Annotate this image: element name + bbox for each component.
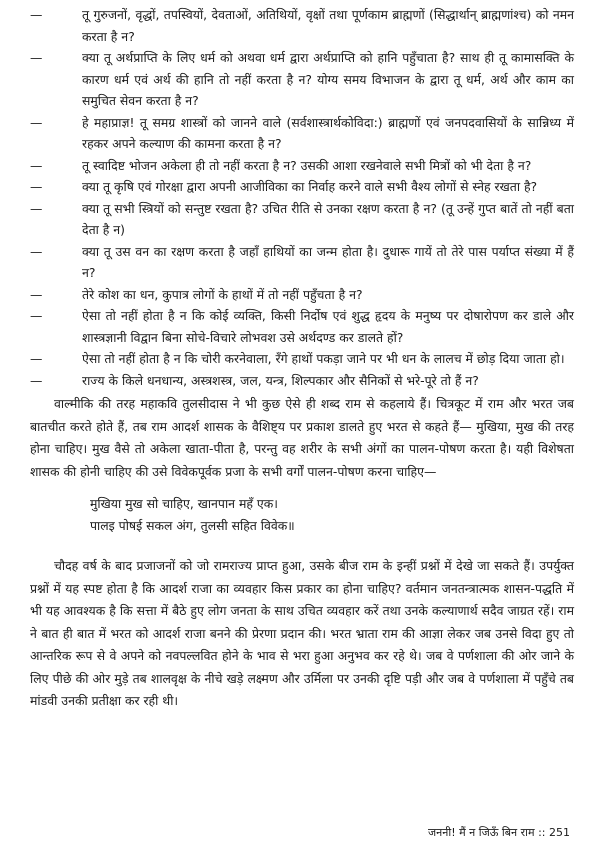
question-text: क्या तू कृषि एवं गोरक्षा द्वारा अपनी आजीविका का निर्वाह करने वाले सभी वैश्य लोगों से स्नेह रखता है? [82,179,538,194]
list-item [30,241,574,284]
list-item [30,305,574,348]
list-item [30,198,574,241]
dash-bullet: — [30,286,43,302]
dash-bullet: — [30,243,43,259]
dash-bullet: — [30,372,43,388]
dash-bullet: — [30,7,43,22]
couplet [90,493,574,537]
question-list [30,4,574,391]
dash-bullet: — [30,351,43,366]
dash-bullet: — [30,179,43,194]
question-text: क्या तू सभी स्त्रियों को सन्तुष्ट रखता है? उचित रीति से उनका रक्षण करता है न? (तू उन्हें गुप्त बातें तो नहीं बता देता है न) [82,200,574,237]
couplet-line: पालइ पोषई सकल अंग, तुलसी सहित विवेक॥ [90,518,295,533]
question-text: क्या तू अर्थप्राप्ति के लिए धर्म को अथवा धर्म द्वारा अर्थप्राप्ति को हानि पहुँचाता है? साथ ही तू कामासक्ति के कारण धर्म एवं अर्थ की हानि तो नहीं करता है न? योग्य समय विभाजन के द्वारा तू धर्म, अर्थ और काम का समुचित सेवन करता है न? [82,50,574,108]
dash-bullet: — [30,200,43,216]
body-paragraph: वाल्मीकि की तरह महाकवि तुलसीदास ने भी कुछ ऐसे ही शब्द राम से कहलाये हैं। चित्रकूट में राम और भरत जब बातचीत करते होते हैं, तब राम आदर्श शासक के वैशिष्ट्य पर प्रकाश डालते हुए भरत से कहते हैं— मुखिया, मुख की तरह होना चाहिए। मुख वैसे तो अकेला खाता-पीता है, परन्तु वह शरीर के सभी अंगों का पालन-पोषण करता है। यही विशेषता शासक की होनी चाहिए की उसे विवेकपूर्वक प्रजा के सभी वर्गों पालन-पोषण करना चाहिए— [30,396,574,479]
question-text: ऐसा तो नहीं होता है न कि कोई व्यक्ति, किसी निर्दोष एवं शुद्ध हृदय के मनुष्य पर दोषारोपण कर डाले और शास्त्रज्ञानी विद्वान बिना सोचे-विचारे लोभवश उसे अर्थदण्ड कर डालते हों? [82,308,574,345]
dash-bullet: — [30,157,43,173]
question-text: तेरे कोश का धन, कुपात्र लोगों के हाथों में तो नहीं पहुँचता है न? [82,286,363,302]
dash-bullet: — [30,308,43,323]
question-text: तू स्वादिष्ट भोजन अकेला ही तो नहीं करता है न? उसकी आशा रखनेवाले सभी मित्रों को भी देता है न? [82,157,532,173]
question-text: क्या तू उस वन का रक्षण करता है जहाँ हाथियों का जन्म होता है। दुधारू गायें तो तेरे पास पर्याप्त संख्या में हैं न? [82,243,574,280]
body-paragraph: चौदह वर्ष के बाद प्रजाजनों को जो रामराज्य प्राप्त हुआ, उसके बीज राम के इन्हीं प्रश्नों में देखे जा सकते हैं। उपर्युक्त प्रश्नों में यह स्पष्ट होता है कि आदर्श राजा का व्यवहार किस प्रकार का होना चाहिए? वर्तमान जनतन्त्रात्मक शासन-पद्धति में भी यह आवश्यक है कि सत्ता में बैठे हुए लोग जनता के साथ उचित व्यवहार करें तथा उनके कल्याणार्थ सदैव जाग्रत रहें। राम ने बात ही बात में भरत को आदर्श राजा बनने की प्रेरणा प्रदान की। भरत भ्राता राम की आज्ञा लेकर जब उनसे विदा हुए तो आन्तरिक रूप से वे अपने को नवपल्लवित होने के भाव से भरा हुआ अनुभव कर रहे थे। जब वे पर्णशाला की ओर जाने के लिए पीछे की ओर मुड़े तब शालवृक्ष के नीचे खड़े लक्ष्मण और उर्मिला पर उनकी दृष्टि पड़ी और जब वे पर्णशाला में पहुँचे तब मांडवी उनकी प्रतीक्षा कर रही थी। [30,558,574,708]
question-text: हे महाप्राज्ञ! तू समग्र शास्त्रों को जानने वाले (सर्वशास्त्रार्थकोविदा:) ब्राह्मणों एवं जनपदवासियों के सान्निध्य में रहकर अपने कल्याण की कामना करता है न? [82,114,574,151]
question-text: ऐसा तो नहीं होता है न कि चोरी करनेवाला, रँगे हाथों पकड़ा जाने पर भी धन के लालच में छोड़ दिया जाता हो। [82,351,565,366]
couplet-line: मुखिया मुख सो चाहिए, खानपान महँ एक। [90,496,278,511]
list-item [30,176,574,198]
dash-bullet: — [30,50,43,65]
question-text: राज्य के किले धनधान्य, अस्त्रशस्त्र, जल, यन्त्र, शिल्पकार और सैनिकों से भरे-पूरे तो हैं न? [82,372,479,388]
page-footer: जननी! मैं न जिऊँ बिन राम :: 251 [427,826,570,839]
list-item [30,155,574,177]
list-item [30,284,574,306]
list-item [30,112,574,155]
list-item [30,4,574,47]
dash-bullet: — [30,114,43,130]
list-item [30,370,574,392]
list-item [30,47,574,112]
question-text: तू गुरुजनों, वृद्धों, तपस्वियों, देवताओं, अतिथियों, वृक्षों तथा पूर्णकाम ब्राह्मणों (सिद्धार्थान् ब्राह्मणांश्च) को नमन करता है न? [82,7,574,44]
list-item [30,348,574,370]
